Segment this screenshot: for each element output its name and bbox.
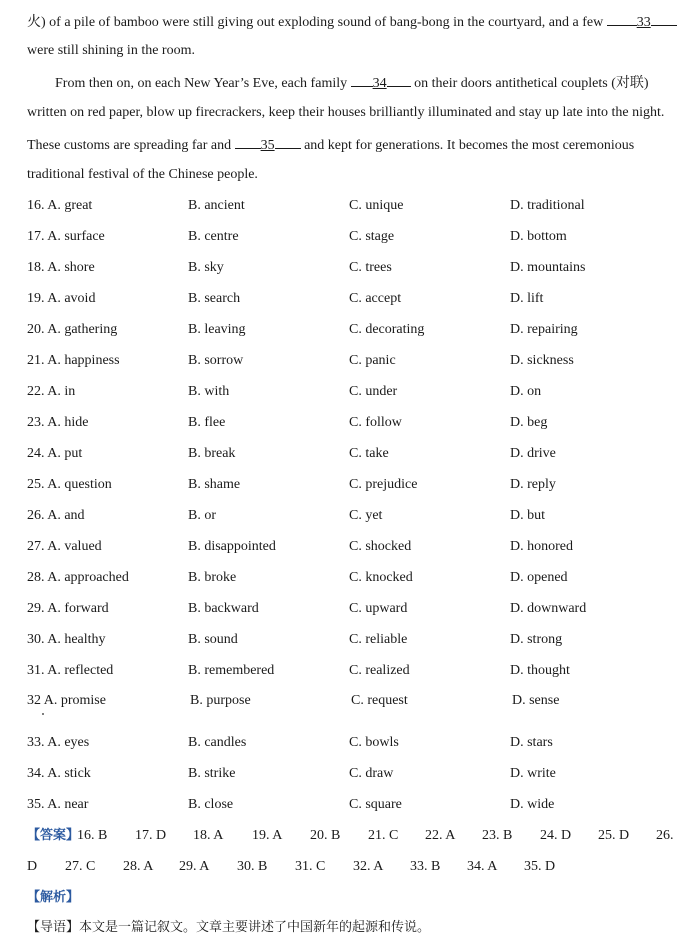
question-row (27, 290, 687, 308)
option-c: C. shocked (349, 539, 412, 554)
answer-key: 31. C (295, 859, 326, 874)
question-row (27, 662, 687, 680)
option-b: B. centre (188, 229, 239, 244)
option-a: 31. A. reflected (27, 663, 114, 678)
option-a: 27. A. valued (27, 539, 102, 554)
answer-key: 19. A (252, 828, 283, 843)
option-a: 19. A. avoid (27, 291, 96, 306)
answer-key: 20. B (310, 828, 341, 843)
option-c: C. square (349, 797, 402, 812)
option-d: D. opened (510, 570, 568, 585)
option-b: B. or (188, 508, 216, 523)
blank-number-34: 34 (372, 76, 387, 91)
passage-line-6: traditional festival of the Chinese people. (27, 167, 258, 182)
answer-key: 33. B (410, 859, 441, 874)
blank-number-35: 35 (260, 138, 275, 153)
option-a: 25. A. question (27, 477, 112, 492)
question-row (27, 796, 687, 814)
answer-label: 【答案】 (27, 828, 80, 843)
answer-key: 21. C (368, 828, 399, 843)
answer-key: 18. A (193, 828, 224, 843)
answer-key: 28. A (123, 859, 154, 874)
option-a: 35. A. near (27, 797, 89, 812)
option-a: 34. A. stick (27, 766, 91, 781)
blank-underline (607, 12, 637, 26)
option-d: D. lift (510, 291, 544, 306)
option-c: C. prejudice (349, 477, 418, 492)
option-b: B. purpose (190, 693, 251, 708)
blank-number-33: 33 (636, 15, 651, 30)
option-d: D. on (510, 384, 542, 399)
option-a: 26. A. and (27, 508, 85, 523)
answer-key: D (27, 859, 38, 874)
question-row (27, 476, 687, 494)
option-d: D. honored (510, 539, 573, 554)
option-a: 20. A. gathering (27, 322, 118, 337)
option-b: B. strike (188, 766, 236, 781)
option-b: B. break (188, 446, 236, 461)
option-c: C. panic (349, 353, 396, 368)
option-d: D. write (510, 766, 556, 781)
option-c: C. bowls (349, 735, 399, 750)
question-row (27, 569, 687, 587)
option-b: B. backward (188, 601, 259, 616)
option-c: C. take (349, 446, 389, 461)
option-b: B. sound (188, 632, 238, 647)
option-d: D. repairing (510, 322, 578, 337)
option-c: C. decorating (349, 322, 425, 337)
passage-line-3 (55, 73, 649, 93)
stray-dot (42, 713, 44, 715)
option-a: 24. A. put (27, 446, 83, 461)
option-c: C. reliable (349, 632, 408, 647)
option-c: C. draw (349, 766, 394, 781)
answer-key: 26. (656, 828, 674, 843)
question-row (27, 352, 687, 370)
option-a: 18. A. shore (27, 260, 95, 275)
option-d: D. beg (510, 415, 548, 430)
option-b: B. ancient (188, 198, 245, 213)
option-b: B. broke (188, 570, 237, 585)
option-c: C. follow (349, 415, 402, 430)
question-row (27, 631, 687, 649)
question-row (27, 259, 687, 277)
answer-key: 35. D (524, 859, 556, 874)
option-d: D. strong (510, 632, 563, 647)
guide-label: 【导语】 (27, 920, 80, 935)
option-d: D. downward (510, 601, 587, 616)
passage-text: and kept for generations. It becomes the most ceremonious (300, 138, 635, 153)
option-b: B. close (188, 797, 234, 812)
question-row (27, 507, 687, 525)
passage-line-4: written on red paper, blow up firecrackers, keep their houses brilliantly illuminated and stay up late into the night. (27, 105, 665, 120)
question-row (27, 383, 687, 401)
question-row (27, 414, 687, 432)
option-a: 33. A. eyes (27, 735, 90, 750)
option-d: D. sense (512, 693, 560, 708)
blank-underline (651, 12, 677, 26)
question-row (27, 600, 687, 618)
option-b: B. remembered (188, 663, 275, 678)
option-c: C. trees (349, 260, 392, 275)
guide-text: 本文是一篇记叙文。文章主要讲述了中国新年的起源和传说。 (79, 920, 431, 935)
option-c: C. yet (349, 508, 383, 523)
option-c: C. upward (349, 601, 408, 616)
analysis-heading (27, 889, 79, 907)
passage-text: These customs are spreading far and (27, 138, 235, 153)
option-b: B. search (188, 291, 241, 306)
option-b: B. candles (188, 735, 247, 750)
question-row (27, 538, 687, 556)
option-a: 23. A. hide (27, 415, 89, 430)
option-d: D. thought (510, 663, 570, 678)
option-b: B. shame (188, 477, 241, 492)
passage-text: 火) of a pile of bamboo were still giving out exploding sound of bang-bong in the courtyard, and a few (27, 15, 607, 30)
answer-key: 32. A (353, 859, 384, 874)
option-a: 28. A. approached (27, 570, 129, 585)
option-c: C. realized (349, 663, 410, 678)
answer-key: 25. D (598, 828, 630, 843)
question-row (27, 228, 687, 246)
blank-underline (235, 135, 261, 149)
answer-key: 24. D (540, 828, 572, 843)
passage-line-5 (27, 135, 634, 155)
option-b: B. with (188, 384, 230, 399)
answer-key: 17. D (135, 828, 167, 843)
question-row (27, 197, 687, 215)
option-d: D. reply (510, 477, 556, 492)
option-d: D. but (510, 508, 545, 523)
option-a: 22. A. in (27, 384, 76, 399)
blank-underline (275, 135, 301, 149)
option-c: C. knocked (349, 570, 413, 585)
option-b: B. flee (188, 415, 226, 430)
option-b: B. disappointed (188, 539, 276, 554)
question-row (27, 734, 687, 752)
blank-underline (387, 73, 411, 87)
option-a: 30. A. healthy (27, 632, 106, 647)
option-c: C. stage (349, 229, 395, 244)
option-b: B. leaving (188, 322, 246, 337)
option-d: D. drive (510, 446, 556, 461)
guide-line (27, 919, 430, 937)
option-d: D. traditional (510, 198, 585, 213)
question-row (27, 445, 687, 463)
option-d: D. mountains (510, 260, 586, 275)
option-d: D. wide (510, 797, 555, 812)
option-d: D. sickness (510, 353, 574, 368)
analysis-label: 【解析】 (27, 890, 80, 905)
question-row (27, 765, 687, 783)
option-a: 16. A. great (27, 198, 93, 213)
answer-key: 27. C (65, 859, 96, 874)
answer-key: 29. A (179, 859, 210, 874)
passage-text: on their doors antithetical couplets (对联) (410, 76, 649, 91)
question-row (27, 692, 687, 710)
option-c: C. request (351, 693, 408, 708)
option-a: 17. A. surface (27, 229, 105, 244)
option-b: B. sky (188, 260, 224, 275)
answer-key: 16. B (77, 828, 108, 843)
option-d: D. bottom (510, 229, 567, 244)
option-a: 32 A. promise (27, 693, 106, 708)
option-c: C. under (349, 384, 398, 399)
passage-text: From then on, on each New Year’s Eve, each family (55, 76, 351, 91)
option-a: 21. A. happiness (27, 353, 120, 368)
answer-key: 23. B (482, 828, 513, 843)
passage-line-2: were still shining in the room. (27, 43, 195, 58)
option-d: D. stars (510, 735, 553, 750)
option-b: B. sorrow (188, 353, 244, 368)
option-a: 29. A. forward (27, 601, 109, 616)
passage-line-1 (27, 12, 677, 32)
blank-underline (351, 73, 373, 87)
answer-key: 30. B (237, 859, 268, 874)
option-c: C. unique (349, 198, 404, 213)
answer-key: 22. A (425, 828, 456, 843)
option-c: C. accept (349, 291, 402, 306)
answer-key: 34. A (467, 859, 498, 874)
question-row (27, 321, 687, 339)
